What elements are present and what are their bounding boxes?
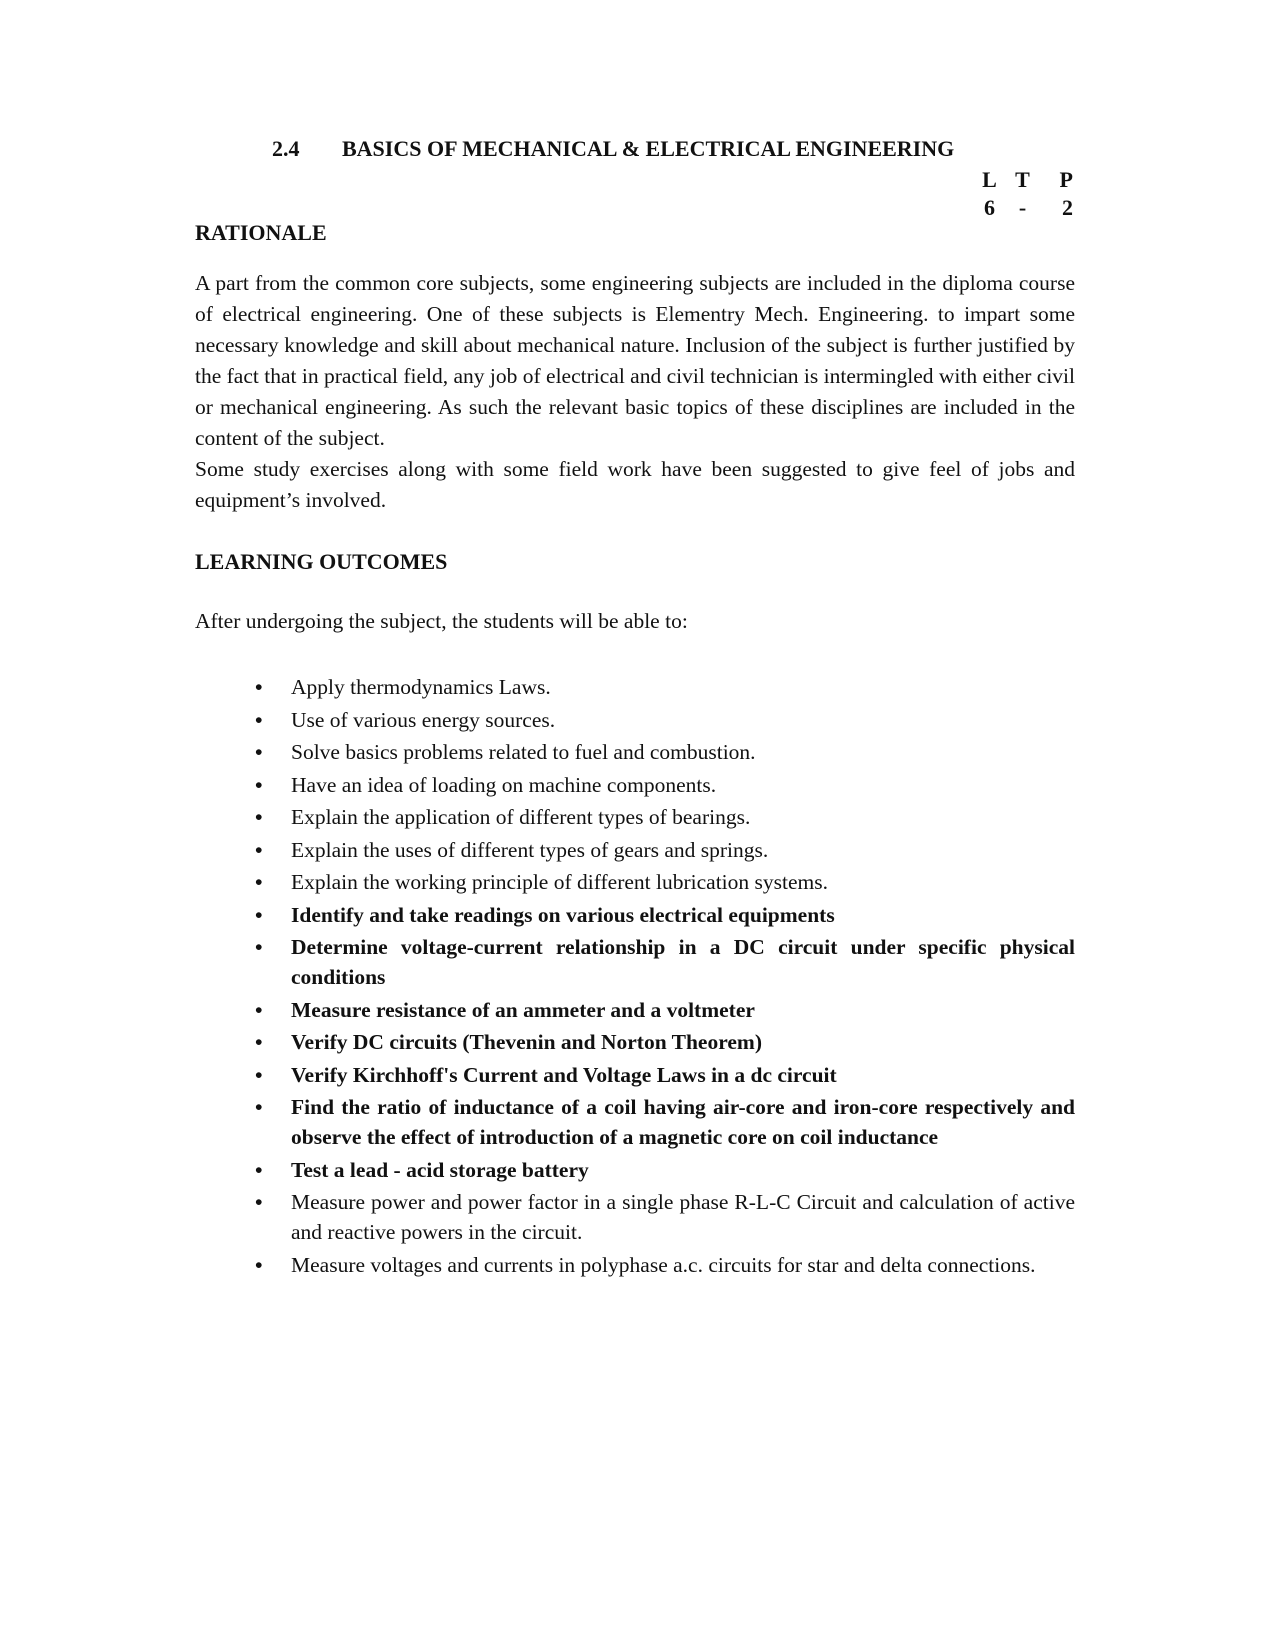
- bullet-icon: •: [255, 707, 263, 732]
- bullet-icon: •: [255, 1190, 263, 1214]
- bullet-icon: •: [255, 837, 263, 862]
- rationale-paragraph-1: A part from the common core subjects, some engineering subjects are included in the diploma course of electrical engineering. One of these subjects is Elementry Mech. Engineering. to impart some necessary knowledge and skill about mechanical nature. Inclusion of the subject is further justified by the fact that in practical field, any job of electrical and civil technician is intermingled with either civil or mechanical engineering. As such the relevant basic topics of these disciplines are included in the content of the subject.: [195, 271, 1075, 450]
- bullet-icon: •: [255, 1030, 263, 1054]
- ltp-value-tutorial: -: [1018, 195, 1027, 220]
- course-number: 2.4: [272, 136, 300, 161]
- bullet-icon: •: [255, 1252, 263, 1277]
- list-item: • Solve basics problems related to fuel and combustion.: [248, 737, 1075, 767]
- list-item: • Apply thermodynamics Laws.: [248, 672, 1075, 702]
- list-item: • Measure resistance of an ammeter and a voltmeter: [248, 995, 1075, 1025]
- ltp-values-row: [973, 194, 1073, 222]
- bullet-icon: •: [255, 935, 263, 959]
- learning-outcomes-heading: LEARNING OUTCOMES: [195, 549, 448, 574]
- ltp-table: [973, 166, 1073, 222]
- list-item: • Use of various energy sources.: [248, 705, 1075, 735]
- bullet-icon: •: [255, 740, 263, 764]
- list-item: • Explain the working principle of different lubrication systems.: [248, 867, 1075, 897]
- ltp-value-practical: 2: [1062, 195, 1073, 220]
- rationale-paragraph-2: Some study exercises along with some field work have been suggested to give feel of jobs and equipment’s involved.: [195, 457, 1075, 512]
- bullet-icon: •: [255, 1157, 263, 1182]
- list-item: • Explain the uses of different types of gears and springs.: [248, 835, 1075, 865]
- learning-outcomes-intro: After undergoing the subject, the students will be able to:: [195, 609, 688, 633]
- list-item: • Test a lead - acid storage battery: [248, 1155, 1075, 1185]
- bullet-icon: •: [255, 902, 263, 927]
- rationale-heading: RATIONALE: [195, 220, 327, 245]
- ltp-labels-row: [973, 166, 1073, 194]
- list-item: • Verify Kirchhoff's Current and Voltage Laws in a dc circuit: [248, 1060, 1075, 1090]
- bullet-icon: •: [255, 675, 263, 699]
- list-item: • Measure voltages and currents in polyphase a.c. circuits for star and delta connections.: [248, 1250, 1075, 1280]
- bullet-icon: •: [255, 1062, 263, 1087]
- list-item: • Have an idea of loading on machine components.: [248, 770, 1075, 800]
- ltp-label-tutorial: T: [1015, 167, 1030, 192]
- course-title: BASICS OF MECHANICAL & ELECTRICAL ENGINEERING: [342, 136, 955, 161]
- bullet-icon: •: [255, 805, 263, 829]
- bullet-icon: •: [255, 772, 263, 797]
- ltp-value-lecture: 6: [984, 195, 995, 220]
- ltp-label-lecture: L: [982, 167, 997, 192]
- list-item: • Verify DC circuits (Thevenin and Norton Theorem): [248, 1027, 1075, 1057]
- ltp-label-practical: P: [1059, 167, 1073, 192]
- bullet-icon: •: [255, 1095, 263, 1119]
- course-header: [272, 136, 954, 162]
- bullet-icon: •: [255, 870, 263, 894]
- list-item: • Explain the application of different types of bearings.: [248, 802, 1075, 832]
- list-item: • Determine voltage-current relationship in a DC circuit under specific physical conditions: [248, 932, 1075, 992]
- list-item: • Identify and take readings on various electrical equipments: [248, 900, 1075, 930]
- rationale-body: [195, 268, 1075, 516]
- learning-outcomes-list: [248, 672, 1075, 1282]
- list-item: • Find the ratio of inductance of a coil having air-core and iron-core respectively and observe the effect of introduction of a magnetic core on coil inductance: [248, 1092, 1075, 1152]
- list-item: • Measure power and power factor in a single phase R-L-C Circuit and calculation of active and reactive powers in the circuit.: [248, 1187, 1075, 1247]
- bullet-icon: •: [255, 997, 263, 1022]
